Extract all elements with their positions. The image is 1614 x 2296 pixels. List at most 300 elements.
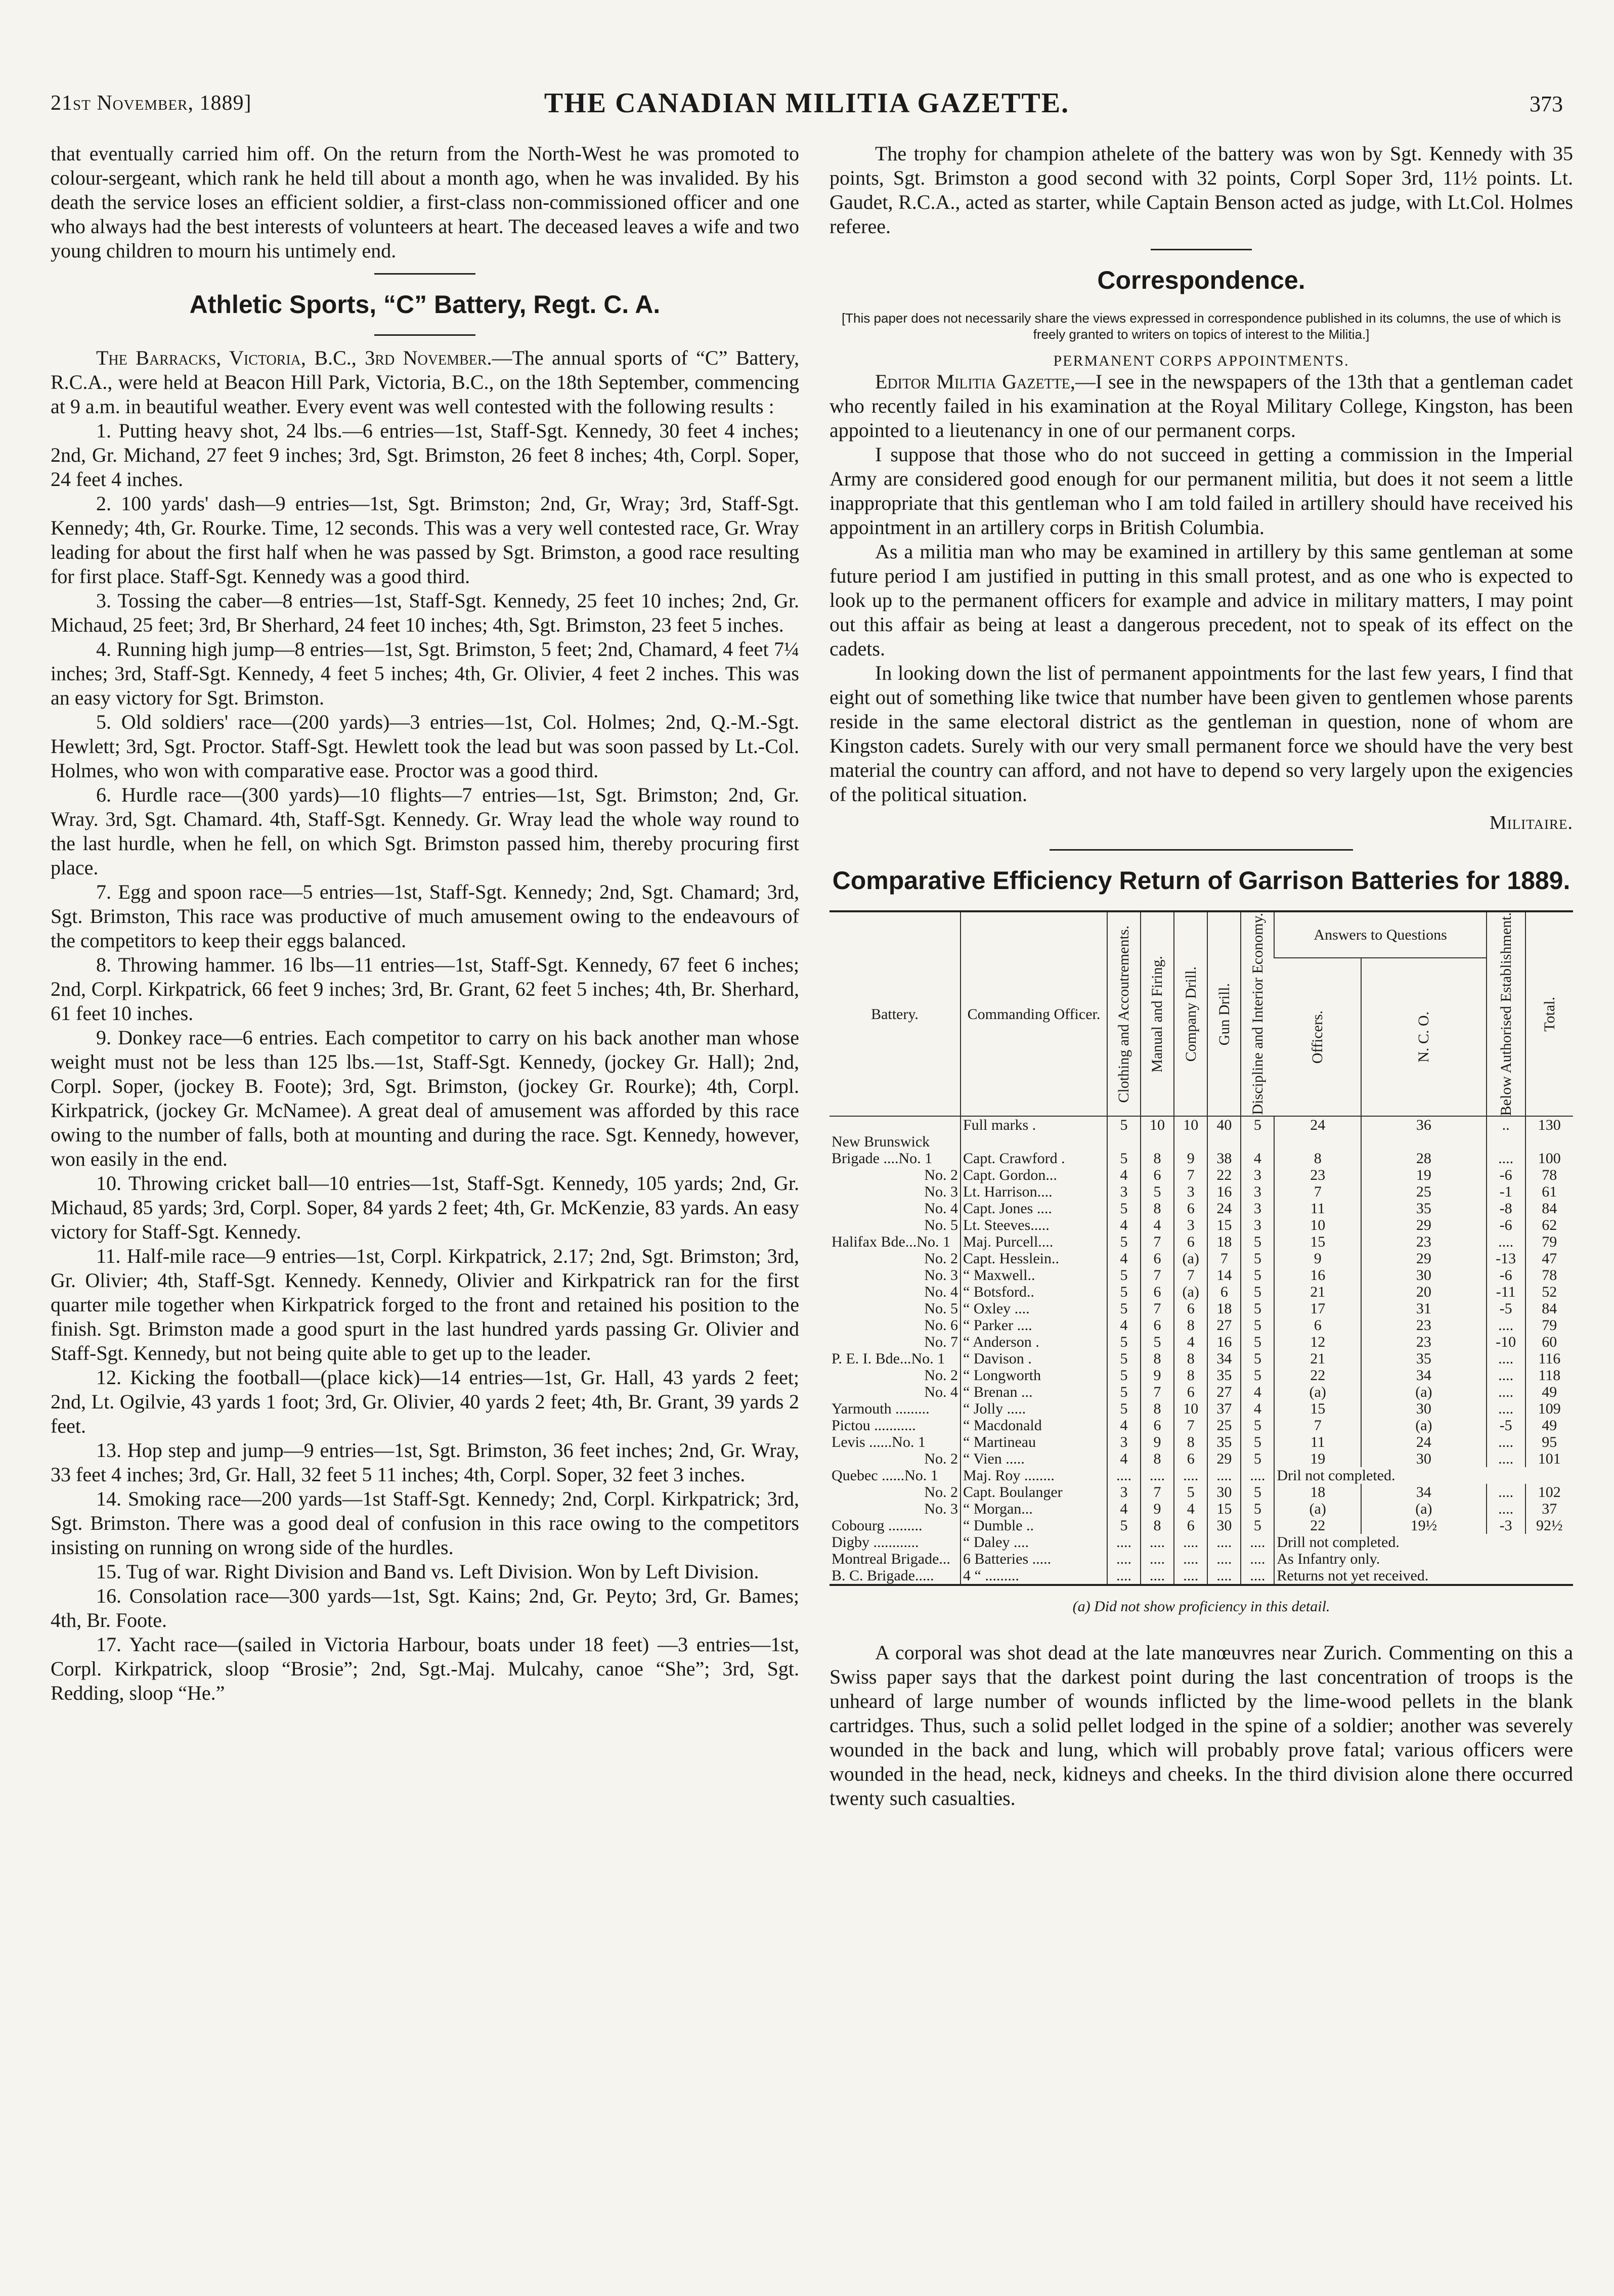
- section-divider: [374, 273, 475, 275]
- left-column: [51, 142, 799, 1705]
- cell-value: [1487, 1133, 1525, 1150]
- cell-value: 27: [1207, 1384, 1241, 1400]
- cell-battery: Cobourg .........: [832, 1517, 923, 1534]
- cell-value: ....: [1107, 1534, 1141, 1551]
- col-header-company-text: Company Drill.: [1182, 966, 1199, 1062]
- cell-value: 10: [1274, 1217, 1361, 1233]
- cell-value: 5: [1241, 1500, 1274, 1517]
- cell-value: ....: [1107, 1551, 1141, 1567]
- cell-value: 34: [1207, 1350, 1241, 1367]
- cell-value: 16: [1207, 1334, 1241, 1350]
- table-row: [830, 1467, 1573, 1484]
- cell-value: 11: [1274, 1434, 1361, 1450]
- cell-value: (a): [1361, 1384, 1487, 1400]
- cell-value: 3: [1241, 1200, 1274, 1217]
- cell-value: 19½: [1361, 1517, 1487, 1534]
- cell-value: 6: [1174, 1300, 1207, 1317]
- cell-value: ....: [1487, 1400, 1525, 1417]
- cell-officer: “ Jolly .....: [961, 1400, 1107, 1417]
- cell-value: 36: [1361, 1116, 1487, 1133]
- event-result: 15. Tug of war. Right Division and Band vs. Left Division. Won by Left Division.: [96, 1560, 759, 1583]
- correspondence-heading: Correspondence.: [1097, 266, 1305, 294]
- table-row: [830, 1384, 1573, 1400]
- col-header-manual-text: Manual and Firing.: [1149, 955, 1166, 1073]
- cell-value: 5: [1107, 1200, 1141, 1217]
- cell-value: 8: [1141, 1400, 1174, 1417]
- cell-value: 14: [1207, 1267, 1241, 1284]
- efficiency-table: [830, 910, 1573, 1586]
- cell-value: 5: [1241, 1116, 1274, 1133]
- cell-officer: 6 Batteries .....: [961, 1551, 1107, 1567]
- cell-value: ....: [1241, 1567, 1274, 1585]
- cell-value: 5: [1241, 1517, 1274, 1534]
- cell-value: (a): [1274, 1500, 1361, 1517]
- intro-text: —The annual sports of “C” Battery, R.C.A., were held at Beacon Hill Park, Victoria, B.C., on the 18th September, commencing at 9 a.m. in beautiful weather. Every event was well contested with the following results :: [51, 346, 799, 418]
- cell-value: 3: [1174, 1217, 1207, 1233]
- event-result: 14. Smoking race—200 yards—1st Staff-Sgt. Kennedy; 2nd, Corpl. Kirkpatrick; 3rd, Sgt. Brimston. There was a good deal of confusion in this race owing to the competitors insisting on running on wrong side of the hurdles.: [51, 1487, 799, 1559]
- efficiency-table-body: [830, 1116, 1573, 1585]
- col-header-company: [1174, 911, 1207, 1116]
- cell-value: (a): [1361, 1500, 1487, 1517]
- cell-value: 3: [1241, 1167, 1274, 1183]
- cell-value: 5: [1241, 1367, 1274, 1384]
- cell-value: 29: [1207, 1450, 1241, 1467]
- cell-value: 25: [1207, 1417, 1241, 1434]
- cell-officer: Full marks .: [961, 1116, 1107, 1133]
- cell-value: 29: [1361, 1250, 1487, 1267]
- cell-value: ....: [1141, 1534, 1174, 1551]
- col-header-answers: Answers to Questions: [1274, 911, 1486, 958]
- cell-value: ....: [1487, 1484, 1525, 1500]
- cell-value: 79: [1525, 1233, 1573, 1250]
- table-row: [830, 1267, 1573, 1284]
- table-row: [830, 1450, 1573, 1467]
- athletic-sports-heading: Athletic Sports, “C” Battery, Regt. C. A.: [189, 290, 661, 319]
- cell-value: 19: [1361, 1167, 1487, 1183]
- cell-value: 47: [1525, 1250, 1573, 1267]
- section-divider: [1050, 849, 1353, 851]
- cell-value: 7: [1141, 1233, 1174, 1250]
- cell-battery: No. 2: [924, 1484, 958, 1501]
- cell-value: 3: [1107, 1183, 1141, 1200]
- cell-value: 92½: [1525, 1517, 1573, 1534]
- cell-value: 19: [1274, 1450, 1361, 1467]
- cell-value: 4: [1107, 1317, 1141, 1334]
- cell-value: ....: [1241, 1534, 1274, 1551]
- cell-battery: No. 3: [924, 1267, 958, 1284]
- cell-value: 27: [1207, 1317, 1241, 1334]
- cell-value: 5: [1241, 1317, 1274, 1334]
- cell-value: [1207, 1133, 1241, 1150]
- cell-value: [1274, 1133, 1361, 1150]
- cell-value: 8: [1141, 1200, 1174, 1217]
- cell-value: ....: [1207, 1551, 1241, 1567]
- event-results-list: [51, 419, 799, 1705]
- cell-value: 35: [1207, 1367, 1241, 1384]
- cell-value: 6: [1141, 1317, 1174, 1334]
- table-row: [830, 1317, 1573, 1334]
- cell-value: 52: [1525, 1284, 1573, 1300]
- cell-value: 3: [1107, 1434, 1141, 1450]
- table-row: [830, 1167, 1573, 1183]
- cell-value: 22: [1207, 1167, 1241, 1183]
- cell-value: 6: [1174, 1384, 1207, 1400]
- cell-value: 5: [1107, 1334, 1141, 1350]
- cell-value: 10: [1174, 1116, 1207, 1133]
- cell-value: ....: [1487, 1384, 1525, 1400]
- cell-battery: Levis ......No. 1: [832, 1434, 926, 1451]
- cell-value: (a): [1174, 1250, 1207, 1267]
- cell-value: 78: [1525, 1167, 1573, 1183]
- cell-officer: “ Vien .....: [961, 1450, 1107, 1467]
- cell-value: 5: [1241, 1267, 1274, 1284]
- table-footnote: (a) Did not show proficiency in this detail.: [1072, 1598, 1330, 1615]
- cell-value: 4: [1174, 1334, 1207, 1350]
- cell-battery: Yarmouth .........: [832, 1400, 930, 1418]
- event-result: 2. 100 yards' dash—9 entries—1st, Sgt. Brimston; 2nd, Gr, Wray; 3rd, Staff-Sgt. Kennedy; 4th, Gr. Rourke. Time, 12 seconds. This was a very well contested race, Gr. Wray leading for about the first half when he was passed by Sgt. Brimston, a good race resulting for first place. Staff-Sgt. Kennedy was a good third.: [51, 492, 799, 588]
- cell-battery: No. 4: [924, 1200, 958, 1217]
- cell-value: 95: [1525, 1434, 1573, 1450]
- cell-battery: No. 2: [924, 1367, 958, 1384]
- cell-value: 5: [1241, 1434, 1274, 1450]
- cell-value: 100: [1525, 1150, 1573, 1167]
- cell-value: ....: [1487, 1500, 1525, 1517]
- cell-value: 8: [1274, 1150, 1361, 1167]
- cell-value: 5: [1107, 1350, 1141, 1367]
- table-row: [830, 1300, 1573, 1317]
- cell-value: 3: [1241, 1183, 1274, 1200]
- cell-value: ....: [1487, 1434, 1525, 1450]
- cell-battery: No. 2: [924, 1250, 958, 1267]
- cell-value: -3: [1487, 1517, 1525, 1534]
- table-row: [830, 1367, 1573, 1384]
- cell-value: 3: [1174, 1183, 1207, 1200]
- cell-value: ....: [1487, 1233, 1525, 1250]
- col-header-gun: [1207, 911, 1241, 1116]
- cell-officer: Capt. Gordon...: [961, 1167, 1107, 1183]
- table-row: [830, 1434, 1573, 1450]
- table-row: [830, 1484, 1573, 1500]
- section-divider: [1151, 249, 1252, 250]
- cell-value: 10: [1141, 1116, 1174, 1133]
- table-row: [830, 1400, 1573, 1417]
- col-header-below: [1487, 911, 1525, 1116]
- cell-value: 5: [1241, 1250, 1274, 1267]
- cell-value: 34: [1361, 1484, 1487, 1500]
- col-header-officers: [1274, 958, 1361, 1116]
- cell-value: 8: [1141, 1150, 1174, 1167]
- cell-battery: No. 2: [924, 1167, 958, 1184]
- cell-value: 18: [1207, 1233, 1241, 1250]
- cell-value: 6: [1174, 1517, 1207, 1534]
- event-result: 12. Kicking the football—(place kick)—14 entries—1st, Gr. Hall, 43 yards 2 feet; 2nd, Lt. Ogilvie, 43 yards 1 foot; 3rd, Gr. Olivier, 40 yards 2 feet; 4th, Br. Grant, 39 yards 2 feet.: [51, 1366, 799, 1437]
- cell-battery: P. E. I. Bde...No. 1: [832, 1350, 945, 1367]
- col-header-clothing-text: Clothing and Accoutrements.: [1115, 925, 1132, 1103]
- table-row: [830, 1150, 1573, 1167]
- cell-battery: Quebec ......No. 1: [832, 1467, 938, 1484]
- cell-value: 30: [1361, 1450, 1487, 1467]
- cell-value: ..: [1487, 1116, 1525, 1133]
- cell-value: 10: [1174, 1400, 1207, 1417]
- cell-value: ....: [1174, 1551, 1207, 1567]
- cell-battery: No. 4: [924, 1284, 958, 1301]
- cell-value: 12: [1274, 1334, 1361, 1350]
- col-header-nco-text: N. C. O.: [1415, 1011, 1432, 1063]
- section-divider: [374, 334, 475, 336]
- athletic-intro: [51, 346, 799, 419]
- page-number: 373: [1530, 92, 1563, 116]
- cell-officer: “ Anderson .: [961, 1334, 1107, 1350]
- cell-value: ....: [1241, 1551, 1274, 1567]
- cell-value: 4: [1174, 1500, 1207, 1517]
- cell-value: ....: [1487, 1317, 1525, 1334]
- cell-value: 9: [1141, 1367, 1174, 1384]
- col-header-nco: [1361, 958, 1487, 1116]
- cell-officer: “ Macdonald: [961, 1417, 1107, 1434]
- cell-value: 5: [1107, 1284, 1141, 1300]
- cell-value: 7: [1174, 1167, 1207, 1183]
- cell-value: 5: [1174, 1484, 1207, 1500]
- cell-value: 37: [1207, 1400, 1241, 1417]
- trophy-paragraph: The trophy for champion athelete of the battery was won by Sgt. Kennedy with 35 points, Sgt. Brimston a good second with 32 points, Corpl Soper 3rd, 11½ points. Lt. Gaudet, R.C.A., acted as starter, while Captain Benson acted as judge, with Lt.Col. Holmes referee.: [830, 142, 1573, 238]
- cell-value: 7: [1274, 1417, 1361, 1434]
- table-row: [830, 1284, 1573, 1300]
- cell-value: 9: [1274, 1250, 1361, 1267]
- cell-officer: Capt. Jones ....: [961, 1200, 1107, 1217]
- cell-battery: No. 3: [924, 1183, 958, 1201]
- cell-value: [1361, 1133, 1487, 1150]
- cell-value: 78: [1525, 1267, 1573, 1284]
- cell-value: 37: [1525, 1500, 1573, 1517]
- col-header-officer: Commanding Officer.: [961, 911, 1107, 1116]
- cell-value: 49: [1525, 1384, 1573, 1400]
- cell-value: 102: [1525, 1484, 1573, 1500]
- cell-value: 18: [1207, 1300, 1241, 1317]
- event-result: 13. Hop step and jump—9 entries—1st, Sgt. Brimston, 36 feet inches; 2nd, Gr. Wray, 33 feet 4 inches; 3rd, Gr. Hall, 32 feet 5 11 inches; 4th, Corpl. Soper, 32 feet 3 inches.: [51, 1439, 799, 1486]
- cell-value: 15: [1207, 1500, 1241, 1517]
- table-row: [830, 1116, 1573, 1133]
- event-result: 16. Consolation race—300 yards—1st, Sgt. Kains; 2nd, Gr. Peyto; 3rd, Gr. Bames; 4th, Br. Foote.: [51, 1584, 799, 1631]
- cell-battery: No. 6: [924, 1317, 958, 1334]
- cell-value: 35: [1361, 1350, 1487, 1367]
- cell-value: 5: [1241, 1334, 1274, 1350]
- cell-value: ....: [1487, 1150, 1525, 1167]
- dateline: The Barracks, Victoria, B.C., 3rd November.: [96, 346, 492, 369]
- cell-value: 101: [1525, 1450, 1573, 1467]
- cell-value: ....: [1174, 1534, 1207, 1551]
- cell-value: -8: [1487, 1200, 1525, 1217]
- cell-value: 5: [1107, 1300, 1141, 1317]
- cell-value: ....: [1174, 1467, 1207, 1484]
- table-row: [830, 1551, 1573, 1567]
- cell-value: Returns not yet received.: [1274, 1567, 1573, 1585]
- cell-value: 5: [1107, 1517, 1141, 1534]
- cell-value: -13: [1487, 1250, 1525, 1267]
- cell-officer: “ Brenan ...: [961, 1384, 1107, 1400]
- col-header-clothing: [1107, 911, 1141, 1116]
- cell-value: 84: [1525, 1300, 1573, 1317]
- cell-officer: Lt. Steeves.....: [961, 1217, 1107, 1233]
- cell-value: 5: [1241, 1300, 1274, 1317]
- cell-officer: Capt. Crawford .: [961, 1150, 1107, 1167]
- cell-value: As Infantry only.: [1274, 1551, 1573, 1567]
- cell-value: 6: [1141, 1167, 1174, 1183]
- table-row: [830, 1500, 1573, 1517]
- cell-value: 8: [1141, 1450, 1174, 1467]
- cell-value: 4: [1107, 1417, 1141, 1434]
- cell-battery: No. 3: [924, 1500, 958, 1518]
- cell-value: 7: [1141, 1384, 1174, 1400]
- cell-value: 35: [1361, 1200, 1487, 1217]
- cell-value: 7: [1207, 1250, 1241, 1267]
- cell-value: 5: [1241, 1233, 1274, 1250]
- cell-value: 23: [1274, 1167, 1361, 1183]
- cell-value: 15: [1207, 1217, 1241, 1233]
- cell-value: 6: [1141, 1284, 1174, 1300]
- cell-value: 5: [1241, 1450, 1274, 1467]
- cell-value: 118: [1525, 1367, 1573, 1384]
- cell-officer: Capt. Hesslein..: [961, 1250, 1107, 1267]
- table-row: [830, 1417, 1573, 1434]
- table-row: [830, 1534, 1573, 1551]
- letter-signature: Militaire.: [1489, 812, 1573, 833]
- cell-value: 6: [1207, 1284, 1241, 1300]
- cell-value: 5: [1241, 1417, 1274, 1434]
- cell-value: -11: [1487, 1284, 1525, 1300]
- cell-battery: No. 4: [924, 1384, 958, 1401]
- event-result: 9. Donkey race—6 entries. Each competitor to carry on his back another man whose weight must not be less than 125 lbs.—1st, Staff-Sgt. Kennedy, (jockey Gr. Hall); 2nd, Corpl. Soper, (jockey B. Foote); 3rd, Sgt. Brimston, (jockey Gr. Rourke); 4th, Corpl. Kirkpatrick, (jockey Gr. McNamee). A great deal of amusement was afforded by this race owing to the number of falls, both at mounting and during the race. Sgt. Kennedy, however, won easily in the end.: [51, 1026, 799, 1170]
- table-row: [830, 1334, 1573, 1350]
- cell-value: 8: [1141, 1517, 1174, 1534]
- cell-officer: Lt. Harrison....: [961, 1183, 1107, 1200]
- cell-value: 4: [1107, 1217, 1141, 1233]
- cell-value: 22: [1274, 1367, 1361, 1384]
- table-row: [830, 1200, 1573, 1217]
- cell-value: (a): [1274, 1384, 1361, 1400]
- table-row: [830, 1350, 1573, 1367]
- letter-subhead: PERMANENT CORPS APPOINTMENTS.: [1053, 352, 1349, 369]
- cell-battery: Montreal Brigade...: [832, 1551, 950, 1568]
- cell-battery: B. C. Brigade.....: [830, 1567, 961, 1585]
- cell-value: 62: [1525, 1217, 1573, 1233]
- cell-battery: Pictou ...........: [832, 1417, 916, 1434]
- cell-battery: No. 7: [924, 1334, 958, 1351]
- cell-value: -5: [1487, 1300, 1525, 1317]
- cell-value: Dril not completed.: [1274, 1467, 1573, 1484]
- cell-officer: “ Parker ....: [961, 1317, 1107, 1334]
- cell-value: 29: [1361, 1217, 1487, 1233]
- cell-value: 34: [1361, 1367, 1487, 1384]
- letter-paragraph: [830, 370, 1573, 443]
- cell-value: 6: [1274, 1317, 1361, 1334]
- cell-value: 20: [1361, 1284, 1487, 1300]
- cell-value: 4: [1241, 1400, 1274, 1417]
- cell-value: ....: [1141, 1467, 1174, 1484]
- table-row: [830, 1517, 1573, 1534]
- col-header-discipline: [1241, 911, 1274, 1116]
- cell-value: 5: [1241, 1484, 1274, 1500]
- cell-value: 6: [1174, 1233, 1207, 1250]
- cell-value: 49: [1525, 1417, 1573, 1434]
- letter-paragraph: In looking down the list of permanent appointments for the last few years, I find that eight out of something like twice that number have been given to gentlemen whose parents reside in the same electoral district as the gentleman in question, none of whom are Kingston cadets. Surely with our very small permanent force we should have the very best material the country can afford, and not have to depend so very largely upon the exigencies of the political situation.: [830, 661, 1573, 806]
- letter-text: —I see in the newspapers of the 13th that a gentleman cadet who recently failed in his examination at the Royal Military College, Kingston, has been appointed to a lieutenancy in one of our permanent corps.: [830, 370, 1573, 441]
- cell-officer: [961, 1133, 1107, 1150]
- cell-value: 116: [1525, 1350, 1573, 1367]
- col-header-total: [1525, 911, 1573, 1116]
- event-result: 4. Running high jump—8 entries—1st, Sgt. Brimston, 5 feet; 2nd, Chamard, 4 feet 7¼ inches; 3rd, Staff-Sgt. Kennedy, 4 feet 5 inches; 4th, Gr. Olivier, 4 feet 2 inches. This was an easy victory for Sgt. Brimston.: [51, 638, 799, 709]
- letter-paragraph: As a militia man who may be examined in artillery by this same gentleman at some future period I am justified in putting in this small protest, and as one who is expected to look up to the permanent officers for example and advice in military matters, I may point out this affair as being at least a dangerous precedent, not to speak of its effect on the cadets.: [830, 540, 1573, 660]
- cell-battery: Halifax Bde...No. 1: [832, 1233, 950, 1251]
- cell-value: -5: [1487, 1417, 1525, 1434]
- cell-value: 24: [1361, 1434, 1487, 1450]
- zurich-paragraph: A corporal was shot dead at the late manœuvres near Zurich. Commenting on this a Swiss paper says that the darkest point during the last concentration of troops is the unheard of large number of wounds inflicted by the lime-wood pellets in the blank cartridges. Thus, such a solid pellet lodged in the spine of a soldier; another was severely wounded in the back and lung, which will probably prove fatal; various officers were wounded in the head, neck, kidneys and cheeks. In the third division alone there occurred twenty such casualties.: [830, 1641, 1573, 1810]
- cell-value: 84: [1525, 1200, 1573, 1217]
- cell-value: 5: [1107, 1400, 1141, 1417]
- event-result: 11. Half-mile race—9 entries—1st, Corpl. Kirkpatrick, 2.17; 2nd, Sgt. Brimston; 3rd, Gr. Olivier; 4th, Staff-Sgt. Kennedy. Kennedy, Olivier and Kirkpatrick ran for the first quarter mile together when Kirkpatrick forged to the front and retained his position to the finish. Sgt. Brimston made a good spurt in the last hundred yards passing Gr. Olivier and Staff-Sgt. Kennedy, but not being quite able to get up to the leader.: [51, 1245, 799, 1364]
- cell-value: 22: [1274, 1517, 1361, 1534]
- event-result: 3. Tossing the caber—8 entries—1st, Staff-Sgt. Kennedy, 25 feet 10 inches; 2nd, Gr. Michaud, 25 feet; 3rd, Br Sherhard, 24 feet 10 inches; 4th, Sgt. Brimston, 23 feet 5 inches.: [51, 589, 799, 636]
- cell-value: ....: [1107, 1467, 1141, 1484]
- cell-officer: “ Davison .: [961, 1350, 1107, 1367]
- cell-value: 16: [1274, 1267, 1361, 1284]
- cell-officer: “ Maxwell..: [961, 1267, 1107, 1284]
- cell-value: 8: [1141, 1350, 1174, 1367]
- event-result: 17. Yacht race—(sailed in Victoria Harbour, boats under 18 feet) —3 entries—1st, Corpl. Kirkpatrick, sloop “Brosie”; 2nd, Sgt.-Maj. Mulcahy, canoe “She”; 3rd, Sgt. Redding, sloop “He.”: [51, 1633, 799, 1704]
- cell-value: 4: [1241, 1150, 1274, 1167]
- cell-value: 60: [1525, 1334, 1573, 1350]
- cell-value: 7: [1174, 1417, 1207, 1434]
- cell-value: 4: [1141, 1217, 1174, 1233]
- cell-value: [1107, 1133, 1141, 1150]
- cell-value: [1141, 1133, 1174, 1150]
- cell-battery: New Brunswick: [832, 1133, 930, 1151]
- cell-officer: 4 “ .........: [961, 1567, 1107, 1585]
- cell-value: 7: [1141, 1267, 1174, 1284]
- cell-value: 8: [1174, 1317, 1207, 1334]
- cell-value: (a): [1361, 1417, 1487, 1434]
- table-row: [830, 1183, 1573, 1200]
- cell-value: 5: [1107, 1233, 1141, 1250]
- cell-value: 17: [1274, 1300, 1361, 1317]
- table-row: [830, 1233, 1573, 1250]
- cell-value: ....: [1174, 1567, 1207, 1585]
- cell-value: 7: [1274, 1183, 1361, 1200]
- cell-value: 15: [1274, 1400, 1361, 1417]
- cell-value: 21: [1274, 1350, 1361, 1367]
- event-result: 7. Egg and spoon race—5 entries—1st, Staff-Sgt. Kennedy; 2nd, Sgt. Chamard; 3rd, Sgt. Brimston, This race was productive of much amusement owing to the endeavours of the competitors to keep their eggs balanced.: [51, 880, 799, 952]
- cell-value: 5: [1107, 1150, 1141, 1167]
- cell-value: 23: [1361, 1317, 1487, 1334]
- cell-value: 35: [1207, 1434, 1241, 1450]
- cell-value: [1241, 1133, 1274, 1150]
- cell-value: 6: [1141, 1417, 1174, 1434]
- cell-value: 30: [1361, 1400, 1487, 1417]
- col-header-gun-text: Gun Drill.: [1215, 983, 1233, 1045]
- cell-value: 15: [1274, 1233, 1361, 1250]
- cell-battery: No. 5: [924, 1300, 958, 1317]
- correspondence-disclaimer: [This paper does not necessarily share the views expressed in correspondence published in its columns, the use of which is freely granted to writers on topics of interest to the Militia.]: [841, 311, 1561, 342]
- cell-value: 24: [1207, 1200, 1241, 1217]
- cell-value: 30: [1361, 1267, 1487, 1284]
- cell-value: 4: [1107, 1250, 1141, 1267]
- cell-value: -1: [1487, 1183, 1525, 1200]
- cell-value: 30: [1207, 1484, 1241, 1500]
- cell-value: 4: [1241, 1384, 1274, 1400]
- cell-value: 5: [1107, 1384, 1141, 1400]
- cell-value: 5: [1107, 1267, 1141, 1284]
- cell-value: 79: [1525, 1317, 1573, 1334]
- letter-paragraph: I suppose that those who do not succeed in getting a commission in the Imperial Army are considered good enough for our permanent militia, but does it not seem a little inappropriate that this gentleman who I am told failed in artillery should have received his appointment in an artillery corps in British Columbia.: [830, 443, 1573, 539]
